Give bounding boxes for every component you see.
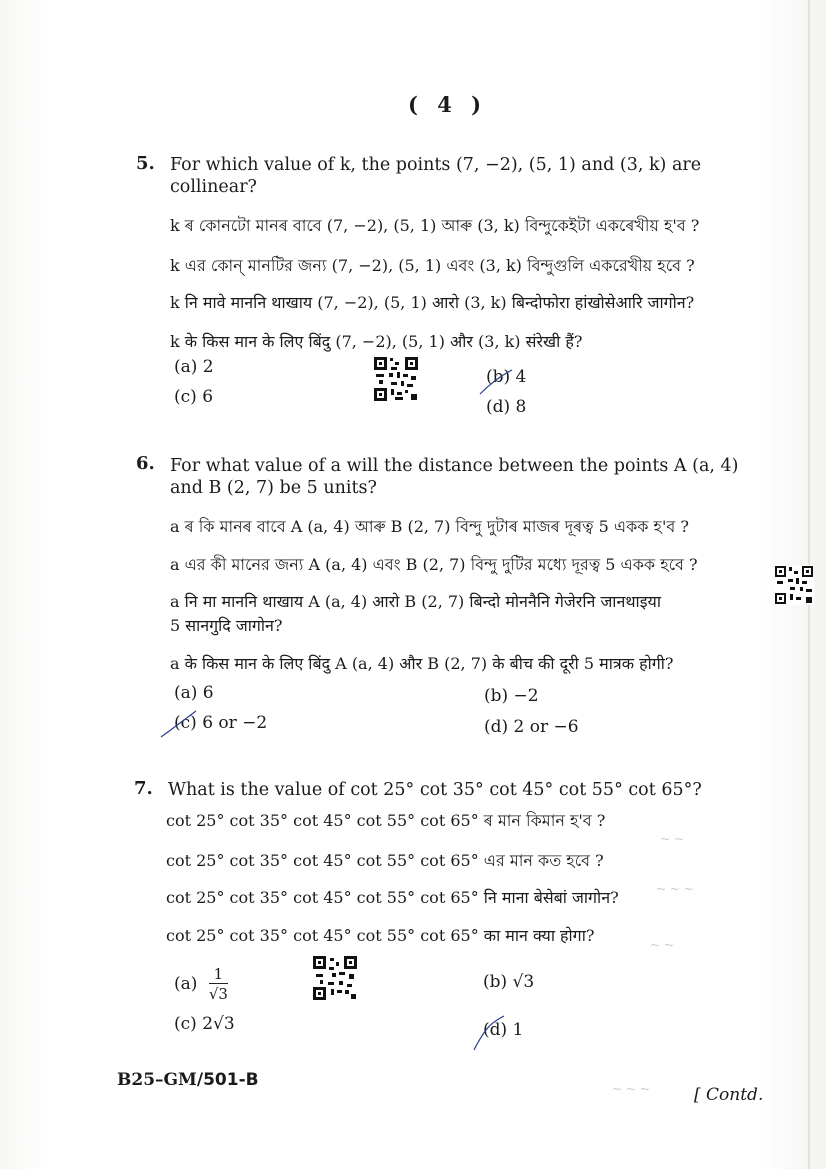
- question-5-number: 5.: [136, 153, 155, 174]
- question-5-bodo: k नि मावे माननि थाखाय (7, −2), (5, 1) आरो (3, k) बिन्दोफोरा हांखोसेआरि जागोन?: [170, 293, 695, 312]
- question-7-bengali-line: [166, 848, 604, 875]
- fraction-numerator: 1: [209, 965, 228, 984]
- bleed-through-mark: ~ ~: [650, 938, 674, 952]
- page-number: ( 4 ): [408, 92, 488, 117]
- question-5-english-line2: collinear?: [170, 177, 257, 197]
- question-6-english-line2: and B (2, 7) be 5 units?: [170, 478, 377, 498]
- question-6-option-c: (c) 6 or −2: [174, 713, 268, 733]
- question-7-expr: cot 25° cot 35° cot 45° cot 55° cot 65°: [166, 888, 479, 907]
- question-5-hindi: k के किस मान के लिए बिंदु (7, −2), (5, 1) और (3, k) संरेखी हैं?: [170, 332, 583, 351]
- question-7-bodo-line: [166, 886, 619, 908]
- question-7-assamese-suffix: ৰ মান কিমান হ'ব ?: [483, 811, 606, 830]
- question-6-assamese: a ৰ কি মানৰ বাবে A (a, 4) আৰু B (2, 7) বিন্দু দুটাৰ মাজৰ দূৰত্ব 5 একক হ'ব ?: [170, 517, 689, 536]
- question-6-option-a: (a) 6: [174, 683, 214, 703]
- bleed-through-mark: ~ ~ ~: [612, 1082, 650, 1096]
- qr-code-icon: [312, 955, 358, 1001]
- option-a-label: (a): [174, 974, 198, 994]
- question-7-bodo-suffix: नि माना बेसेबां जागोन?: [483, 888, 619, 907]
- fraction: [209, 965, 228, 1004]
- question-7-expr: cot 25° cot 35° cot 45° cot 55° cot 65°: [166, 851, 479, 870]
- qr-code-icon: [774, 565, 814, 605]
- question-7-assamese-line: [166, 808, 605, 835]
- question-7-option-a: [174, 965, 228, 1004]
- continued-label: [ Contd.: [694, 1085, 764, 1105]
- pen-tick-mark: [158, 705, 198, 741]
- question-6-english-line1: For what value of a will the distance between the points A (a, 4): [170, 456, 739, 476]
- qr-code-icon: [373, 356, 419, 402]
- question-6-bodo-line1: a नि मा माननि थाखाय A (a, 4) आरो B (2, 7) बिन्दो मोननैनि गेजेरनि जानथाइया: [170, 592, 661, 611]
- question-7-english: What is the value of cot 25° cot 35° cot 45° cot 55° cot 65°?: [168, 780, 702, 800]
- bleed-through-mark: ~ ~ ~: [656, 882, 694, 896]
- question-7-hindi-suffix: का मान क्या होगा?: [483, 926, 595, 945]
- question-6-bengali: a এর কী মানের জন্য A (a, 4) এবং B (2, 7) বিন্দু দুটির মধ্যে দূরত্ব 5 একক হবে ?: [170, 555, 698, 574]
- question-7-hindi-line: [166, 924, 594, 946]
- question-6-bodo-line2: 5 सानगुदि जागोन?: [170, 616, 283, 635]
- question-7-expr: cot 25° cot 35° cot 45° cot 55° cot 65°: [166, 926, 479, 945]
- question-5-english-line1: For which value of k, the points (7, −2), (5, 1) and (3, k) are: [170, 155, 702, 175]
- question-6-number: 6.: [136, 453, 155, 474]
- question-5-assamese: k ৰ কোনটো মানৰ বাবে (7, −2), (5, 1) আৰু (3, k) বিন্দুকেইটা একৰেখীয় হ'ব ?: [170, 216, 700, 235]
- question-6-hindi: a के किस मान के लिए बिंदु A (a, 4) और B (2, 7) के बीच की दूरी 5 मात्रक होगी?: [170, 654, 674, 673]
- paper-code: [117, 1070, 259, 1090]
- fraction-denominator: √3: [208, 985, 228, 1003]
- question-5-option-d: (d) 8: [486, 397, 527, 417]
- question-5-option-a: (a) 2: [174, 357, 214, 377]
- question-7-bengali-suffix: এর মান কত হবে ?: [483, 851, 604, 870]
- question-5-bengali: k এর কোন্ মানটির জন্য (7, −2), (5, 1) এবং (3, k) বিন্দুগুলি একরেখীয় হবে ?: [170, 256, 695, 275]
- pen-tick-mark: [478, 366, 514, 402]
- question-6-option-d: (d) 2 or −6: [484, 717, 579, 737]
- paper-code-prefix: B25–GM/: [117, 1070, 204, 1090]
- question-7-option-c: (c) 2√3: [174, 1014, 235, 1034]
- question-7-option-d: (d) 1: [483, 1020, 524, 1040]
- paper-code-suffix: 501-B: [203, 1070, 259, 1090]
- bleed-through-mark: ~ ~: [660, 832, 684, 846]
- question-5-option-b: (b) 4: [486, 367, 527, 387]
- question-5-option-c: (c) 6: [174, 387, 214, 407]
- question-6-option-b: (b) −2: [484, 686, 539, 706]
- pen-tick-mark: [470, 1012, 510, 1054]
- question-7-expr: cot 25° cot 35° cot 45° cot 55° cot 65°: [166, 811, 479, 830]
- question-7-number: 7.: [134, 778, 153, 799]
- question-7-option-b: (b) √3: [483, 972, 535, 992]
